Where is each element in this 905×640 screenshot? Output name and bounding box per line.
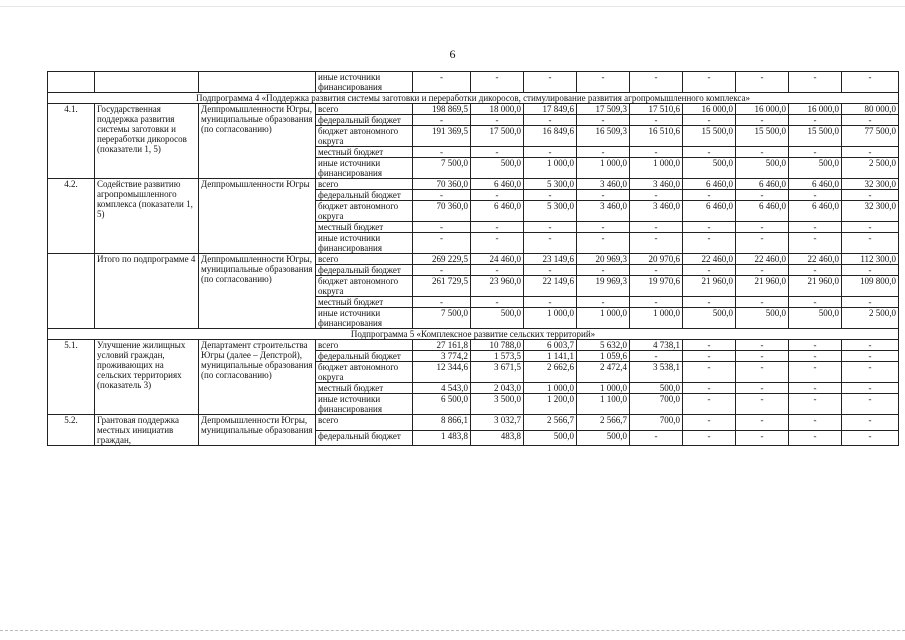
amount-cell: -: [789, 115, 842, 126]
amount-cell: 500,0: [683, 308, 736, 329]
amount-cell: 198 869,5: [413, 104, 471, 115]
funding-source-cell: федеральный бюджет: [316, 190, 413, 201]
amount-cell: 6 003,7: [524, 340, 577, 351]
subprogram-heading: Подпрограмма 5 «Комплексное развитие сельских территорий»: [48, 329, 899, 340]
amount-cell: 16 000,0: [789, 104, 842, 115]
amount-cell: -: [736, 394, 789, 415]
amount-cell: -: [630, 430, 683, 446]
amount-cell: -: [842, 115, 899, 126]
activity-name-cell: [95, 72, 199, 93]
executor-cell: Депромышленности Югры, муниципальные образования: [199, 415, 316, 446]
page-number: 6: [449, 47, 456, 61]
amount-cell: -: [471, 265, 524, 276]
amount-cell: -: [630, 265, 683, 276]
amount-cell: -: [789, 72, 842, 93]
amount-cell: -: [577, 265, 630, 276]
amount-cell: -: [683, 383, 736, 394]
amount-cell: 1 000,0: [524, 158, 577, 179]
amount-cell: 22 460,0: [736, 254, 789, 265]
amount-cell: 16 849,6: [524, 126, 577, 147]
amount-cell: 3 671,5: [471, 362, 524, 383]
amount-cell: 2 566,7: [524, 415, 577, 431]
funding-source-cell: бюджет автономного округа: [316, 276, 413, 297]
funding-source-cell: федеральный бюджет: [316, 265, 413, 276]
amount-cell: -: [471, 72, 524, 93]
table-row: [48, 72, 899, 93]
amount-cell: 27 161,8: [413, 340, 471, 351]
amount-cell: -: [471, 222, 524, 233]
amount-cell: -: [736, 415, 789, 431]
amount-cell: -: [630, 297, 683, 308]
executor-cell: Деппромышленности Югры, муниципальные образования (по согласованию): [199, 104, 316, 179]
amount-cell: -: [683, 430, 736, 446]
amount-cell: -: [842, 383, 899, 394]
amount-cell: -: [736, 297, 789, 308]
amount-cell: 6 500,0: [413, 394, 471, 415]
amount-cell: 19 969,3: [577, 276, 630, 297]
amount-cell: -: [413, 265, 471, 276]
amount-cell: -: [736, 430, 789, 446]
amount-cell: 77 500,0: [842, 126, 899, 147]
amount-cell: -: [842, 340, 899, 351]
amount-cell: 24 460,0: [471, 254, 524, 265]
amount-cell: 500,0: [736, 158, 789, 179]
amount-cell: 6 460,0: [789, 179, 842, 190]
amount-cell: -: [789, 394, 842, 415]
amount-cell: -: [789, 297, 842, 308]
amount-cell: 1 000,0: [630, 158, 683, 179]
amount-cell: 191 369,5: [413, 126, 471, 147]
amount-cell: -: [413, 147, 471, 158]
amount-cell: -: [524, 222, 577, 233]
executor-cell: Деппромышленности Югры: [199, 179, 316, 254]
amount-cell: 3 460,0: [577, 201, 630, 222]
amount-cell: -: [842, 147, 899, 158]
amount-cell: 1 000,0: [577, 383, 630, 394]
amount-cell: 4 543,0: [413, 383, 471, 394]
section-row: [48, 93, 899, 104]
funding-source-cell: федеральный бюджет: [316, 351, 413, 362]
amount-cell: -: [524, 115, 577, 126]
funding-source-cell: всего: [316, 415, 413, 431]
amount-cell: -: [789, 362, 842, 383]
financing-table: [47, 71, 899, 446]
amount-cell: -: [630, 115, 683, 126]
amount-cell: 6 460,0: [736, 179, 789, 190]
amount-cell: 6 460,0: [471, 201, 524, 222]
amount-cell: -: [471, 147, 524, 158]
amount-cell: 1 483,8: [413, 430, 471, 446]
amount-cell: 32 300,0: [842, 201, 899, 222]
amount-cell: -: [842, 233, 899, 254]
amount-cell: -: [524, 297, 577, 308]
amount-cell: 6 460,0: [683, 179, 736, 190]
amount-cell: 500,0: [736, 308, 789, 329]
amount-cell: 70 360,0: [413, 179, 471, 190]
amount-cell: -: [577, 297, 630, 308]
amount-cell: -: [736, 265, 789, 276]
amount-cell: -: [524, 265, 577, 276]
amount-cell: 8 866,1: [413, 415, 471, 431]
executor-cell: Деппромышленности Югры, муниципальные образования (по согласованию): [199, 254, 316, 329]
amount-cell: -: [789, 383, 842, 394]
funding-source-cell: федеральный бюджет: [316, 430, 413, 446]
amount-cell: 109 800,0: [842, 276, 899, 297]
amount-cell: -: [413, 115, 471, 126]
amount-cell: 17 500,0: [471, 126, 524, 147]
amount-cell: -: [524, 233, 577, 254]
amount-cell: -: [842, 351, 899, 362]
amount-cell: 500,0: [524, 430, 577, 446]
amount-cell: 17 510,6: [630, 104, 683, 115]
funding-source-cell: иные источники финансирования: [316, 72, 413, 93]
amount-cell: 1 000,0: [577, 308, 630, 329]
funding-source-cell: местный бюджет: [316, 383, 413, 394]
amount-cell: 23 960,0: [471, 276, 524, 297]
funding-source-cell: всего: [316, 179, 413, 190]
amount-cell: -: [413, 233, 471, 254]
funding-source-cell: всего: [316, 254, 413, 265]
amount-cell: -: [413, 72, 471, 93]
funding-source-cell: всего: [316, 340, 413, 351]
amount-cell: 500,0: [789, 158, 842, 179]
funding-source-cell: бюджет автономного округа: [316, 126, 413, 147]
amount-cell: -: [789, 222, 842, 233]
amount-cell: 2 472,4: [577, 362, 630, 383]
amount-cell: 1 059,6: [577, 351, 630, 362]
amount-cell: 5 632,0: [577, 340, 630, 351]
executor-cell: [199, 72, 316, 93]
table-row: [48, 254, 899, 265]
amount-cell: 6 460,0: [789, 201, 842, 222]
amount-cell: -: [789, 233, 842, 254]
scan-bottom-edge: [0, 630, 905, 631]
amount-cell: -: [842, 265, 899, 276]
amount-cell: 1 200,0: [524, 394, 577, 415]
amount-cell: 16 510,6: [630, 126, 683, 147]
amount-cell: -: [842, 190, 899, 201]
amount-cell: 1 000,0: [630, 308, 683, 329]
amount-cell: 16 509,3: [577, 126, 630, 147]
amount-cell: -: [683, 222, 736, 233]
amount-cell: 15 500,0: [736, 126, 789, 147]
amount-cell: 21 960,0: [683, 276, 736, 297]
amount-cell: 7 500,0: [413, 308, 471, 329]
amount-cell: 15 500,0: [683, 126, 736, 147]
amount-cell: -: [736, 351, 789, 362]
amount-cell: -: [577, 222, 630, 233]
amount-cell: -: [736, 383, 789, 394]
amount-cell: 3 774,2: [413, 351, 471, 362]
activity-name-cell: Улучшение жилищных условий граждан, проживающих на сельских территориях (показатель 3): [95, 340, 199, 415]
amount-cell: 22 460,0: [683, 254, 736, 265]
amount-cell: 112 300,0: [842, 254, 899, 265]
amount-cell: -: [789, 415, 842, 431]
amount-cell: -: [630, 222, 683, 233]
amount-cell: 22 149,6: [524, 276, 577, 297]
amount-cell: -: [471, 190, 524, 201]
table-row: [48, 340, 899, 351]
amount-cell: -: [789, 190, 842, 201]
amount-cell: -: [736, 362, 789, 383]
amount-cell: 3 460,0: [630, 201, 683, 222]
amount-cell: 3 460,0: [577, 179, 630, 190]
amount-cell: -: [577, 115, 630, 126]
amount-cell: -: [842, 415, 899, 431]
table-row: [48, 104, 899, 115]
funding-source-cell: местный бюджет: [316, 147, 413, 158]
amount-cell: -: [736, 115, 789, 126]
amount-cell: -: [471, 115, 524, 126]
amount-cell: 3 032,7: [471, 415, 524, 431]
amount-cell: 23 149,6: [524, 254, 577, 265]
amount-cell: -: [736, 340, 789, 351]
amount-cell: 20 970,6: [630, 254, 683, 265]
funding-source-cell: федеральный бюджет: [316, 115, 413, 126]
amount-cell: -: [630, 190, 683, 201]
funding-source-cell: иные источники финансирования: [316, 233, 413, 254]
amount-cell: 4 738,1: [630, 340, 683, 351]
amount-cell: -: [683, 233, 736, 254]
amount-cell: -: [683, 415, 736, 431]
activity-name-cell: Содействие развитию агропромышленного комплекса (показатели 1, 5): [95, 179, 199, 254]
amount-cell: -: [842, 394, 899, 415]
amount-cell: 6 460,0: [683, 201, 736, 222]
activity-name-cell: Грантовая поддержка местных инициатив граждан,: [95, 415, 199, 446]
amount-cell: 12 344,6: [413, 362, 471, 383]
amount-cell: 6 460,0: [471, 179, 524, 190]
amount-cell: 6 460,0: [736, 201, 789, 222]
amount-cell: -: [413, 222, 471, 233]
amount-cell: 2 662,6: [524, 362, 577, 383]
amount-cell: -: [842, 222, 899, 233]
amount-cell: 20 969,3: [577, 254, 630, 265]
funding-source-cell: всего: [316, 104, 413, 115]
amount-cell: 22 460,0: [789, 254, 842, 265]
amount-cell: 15 500,0: [789, 126, 842, 147]
amount-cell: -: [683, 115, 736, 126]
funding-source-cell: иные источники финансирования: [316, 158, 413, 179]
amount-cell: 700,0: [630, 415, 683, 431]
amount-cell: 500,0: [630, 383, 683, 394]
funding-source-cell: иные источники финансирования: [316, 394, 413, 415]
amount-cell: -: [577, 190, 630, 201]
amount-cell: 1 000,0: [577, 158, 630, 179]
amount-cell: 2 500,0: [842, 308, 899, 329]
scan-top-edge: [0, 6, 905, 7]
amount-cell: 500,0: [789, 308, 842, 329]
funding-source-cell: бюджет автономного округа: [316, 362, 413, 383]
funding-source-cell: бюджет автономного округа: [316, 201, 413, 222]
amount-cell: 16 000,0: [683, 104, 736, 115]
amount-cell: -: [524, 190, 577, 201]
amount-cell: 2 043,0: [471, 383, 524, 394]
item-number-cell: [48, 72, 95, 93]
amount-cell: -: [736, 147, 789, 158]
amount-cell: -: [683, 147, 736, 158]
amount-cell: -: [789, 351, 842, 362]
amount-cell: -: [842, 72, 899, 93]
item-number-cell: [48, 254, 95, 329]
amount-cell: 17 509,3: [577, 104, 630, 115]
executor-cell: Департамент строительства Югры (далее – Депстрой), муниципальные образования (по согласованию): [199, 340, 316, 415]
amount-cell: 3 538,1: [630, 362, 683, 383]
amount-cell: 261 729,5: [413, 276, 471, 297]
amount-cell: 16 000,0: [736, 104, 789, 115]
amount-cell: 269 229,5: [413, 254, 471, 265]
amount-cell: -: [413, 297, 471, 308]
amount-cell: 500,0: [471, 308, 524, 329]
subprogram-heading: Подпрограмма 4 «Поддержка развития системы заготовки и переработки дикоросов, стимулирование развития агропромышленного комплекса»: [48, 93, 899, 104]
amount-cell: -: [630, 233, 683, 254]
amount-cell: -: [842, 430, 899, 446]
section-row: [48, 329, 899, 340]
amount-cell: 2 500,0: [842, 158, 899, 179]
item-number-cell: 4.2.: [48, 179, 95, 254]
item-number-cell: 5.1.: [48, 340, 95, 415]
amount-cell: 21 960,0: [736, 276, 789, 297]
activity-name-cell: Государственная поддержка развития системы заготовки и переработки дикоросов (показатели 1, 5): [95, 104, 199, 179]
amount-cell: 18 000,0: [471, 104, 524, 115]
amount-cell: 700,0: [630, 394, 683, 415]
amount-cell: -: [683, 394, 736, 415]
amount-cell: 1 573,5: [471, 351, 524, 362]
amount-cell: 2 566,7: [577, 415, 630, 431]
amount-cell: -: [471, 297, 524, 308]
amount-cell: 500,0: [683, 158, 736, 179]
amount-cell: -: [842, 362, 899, 383]
amount-cell: -: [630, 351, 683, 362]
amount-cell: -: [577, 72, 630, 93]
funding-source-cell: иные источники финансирования: [316, 308, 413, 329]
amount-cell: -: [683, 297, 736, 308]
amount-cell: -: [789, 147, 842, 158]
table-body: [48, 72, 899, 446]
amount-cell: -: [736, 222, 789, 233]
amount-cell: 483,8: [471, 430, 524, 446]
table-row: [48, 179, 899, 190]
amount-cell: 32 300,0: [842, 179, 899, 190]
amount-cell: 500,0: [577, 430, 630, 446]
amount-cell: 80 000,0: [842, 104, 899, 115]
amount-cell: -: [736, 233, 789, 254]
amount-cell: 19 970,6: [630, 276, 683, 297]
amount-cell: -: [683, 190, 736, 201]
activity-name-cell: Итого по подпрограмме 4: [95, 254, 199, 329]
amount-cell: 1 141,1: [524, 351, 577, 362]
amount-cell: 3 500,0: [471, 394, 524, 415]
amount-cell: -: [789, 340, 842, 351]
amount-cell: 500,0: [471, 158, 524, 179]
amount-cell: -: [736, 72, 789, 93]
amount-cell: 1 100,0: [577, 394, 630, 415]
table-row: [48, 415, 899, 431]
amount-cell: -: [789, 265, 842, 276]
funding-source-cell: местный бюджет: [316, 297, 413, 308]
amount-cell: -: [683, 362, 736, 383]
amount-cell: -: [789, 430, 842, 446]
amount-cell: 1 000,0: [524, 383, 577, 394]
amount-cell: -: [577, 147, 630, 158]
amount-cell: -: [471, 233, 524, 254]
amount-cell: -: [577, 233, 630, 254]
amount-cell: -: [524, 147, 577, 158]
amount-cell: 7 500,0: [413, 158, 471, 179]
amount-cell: -: [683, 340, 736, 351]
amount-cell: 21 960,0: [789, 276, 842, 297]
amount-cell: -: [683, 265, 736, 276]
amount-cell: -: [630, 147, 683, 158]
funding-source-cell: местный бюджет: [316, 222, 413, 233]
amount-cell: -: [524, 72, 577, 93]
amount-cell: 5 300,0: [524, 201, 577, 222]
amount-cell: -: [413, 190, 471, 201]
item-number-cell: 5.2.: [48, 415, 95, 446]
amount-cell: 3 460,0: [630, 179, 683, 190]
amount-cell: -: [630, 72, 683, 93]
amount-cell: -: [683, 351, 736, 362]
amount-cell: 1 000,0: [524, 308, 577, 329]
amount-cell: 17 849,6: [524, 104, 577, 115]
amount-cell: 5 300,0: [524, 179, 577, 190]
amount-cell: -: [842, 297, 899, 308]
item-number-cell: 4.1.: [48, 104, 95, 179]
amount-cell: 10 788,0: [471, 340, 524, 351]
amount-cell: -: [736, 190, 789, 201]
amount-cell: 70 360,0: [413, 201, 471, 222]
amount-cell: -: [683, 72, 736, 93]
